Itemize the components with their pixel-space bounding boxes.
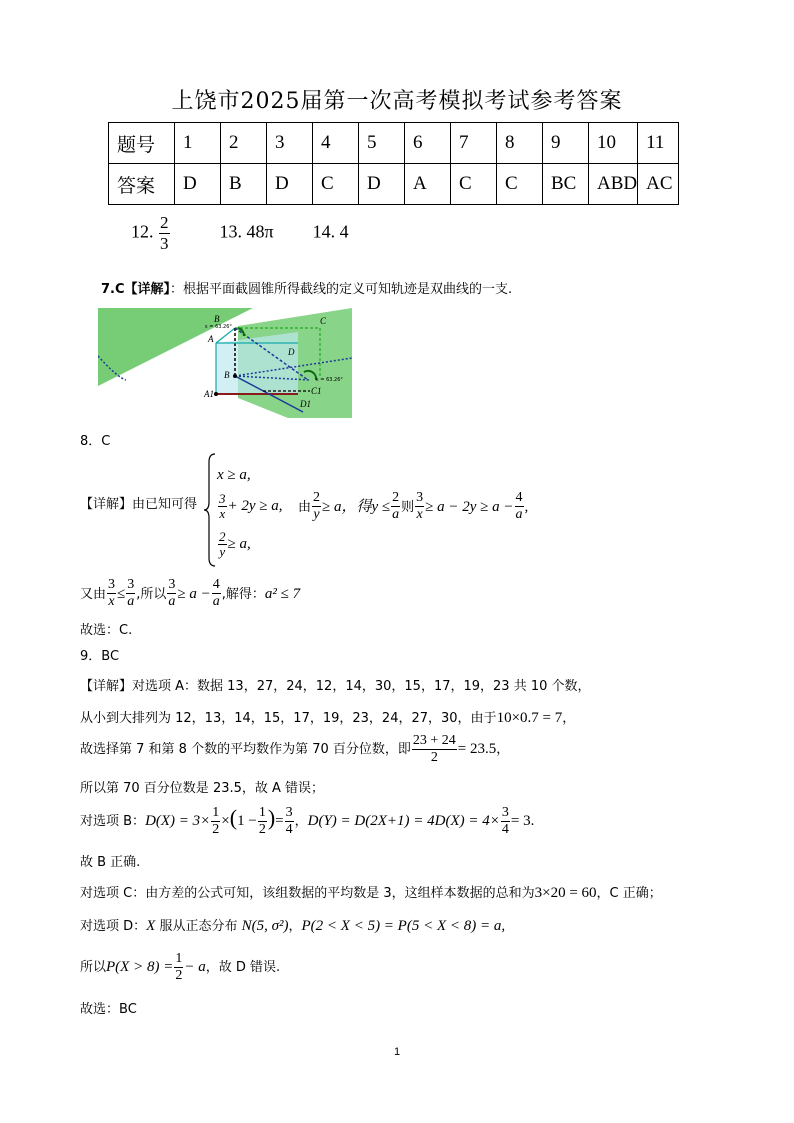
label-c: C [320,316,327,326]
label-b-bottom: B [224,370,230,380]
q7-text: ：根据平面截圆锥所得截线的定义可知轨迹是双曲线的一支. [170,282,513,297]
table-cell: D [175,164,221,205]
table-cell: 9 [543,123,589,164]
q7-heading: 7.C【详解】 [101,282,171,297]
label-d1: D1 [300,399,311,409]
q9-heading: 9．BC [80,649,120,664]
table-cell: A [405,164,451,205]
q7-line [101,278,512,297]
table-cell: 11 [638,123,679,164]
q12-label: 12. [131,221,154,242]
table-cell: D [267,164,313,205]
table-cell: 4 [313,123,359,164]
table-row [109,123,679,164]
q14-answer: 14. 4 [312,221,349,242]
system-eq1: x ≥ a, [217,467,251,483]
q12-fraction: $\frac{2}{3}$ [160,213,169,253]
table-cell: ABD [589,164,638,205]
table-cell: BC [543,164,589,205]
fill-in-answers [131,213,349,254]
page-title: 上饶市2025届第一次高考模拟考试参考答案 [171,89,623,114]
page-number: 1 [393,1046,401,1058]
label-d: D [288,347,295,357]
table-cell: 1 [175,123,221,164]
table-cell: 7 [451,123,497,164]
label-c1: C1 [311,386,322,396]
q9-line8: 对选项 D：X 服从正态分布 N(5, σ²)，P(2 < X < 5) = P(5 < X < 8) = a, [80,918,506,934]
q9-line5: 对选项 B：D(X) = 3× $\frac{1}{2}$ ×(1 − $\frac{1}{2}$ )= $\frac{3}{4}$ ，D(Y) = D(2X+1) = 4D(X) = 4× $\frac{3}{4}$ = 3. [80,805,535,837]
table-cell: C [451,164,497,205]
table-cell: 10 [589,123,638,164]
system-eq3: $\frac{2}{y}$ ≥ a, [219,529,251,559]
q8-derivation: 由 $\frac{2}{y}$ ≥ a，得y ≤ $\frac{2}{a}$ 则 $\frac{3}{x}$ ≥ a − 2y ≥ a − $\frac{4}{a}$ , [298,490,529,522]
table-row [109,164,679,205]
system-eq2: $\frac{3}{x}$ + 2y ≥ a, [219,491,283,521]
table-cell: 3 [267,123,313,164]
q8-detail-label: 【详解】由已知可得 [80,497,198,512]
cone-section-figure [98,308,352,418]
q9-line9: 所以P(X > 8) = $\frac{1}{2}$ − a，故 D 错误. [80,951,281,983]
table-cell: C [497,164,543,205]
table-cell: 5 [359,123,405,164]
label-b-top: B [214,314,220,324]
q8-heading: 8．C [80,434,111,449]
q8-line2: 又由 $\frac{3}{x}$ ≤ $\frac{3}{a}$ ,所以 $\frac{3}{a}$ ≥ a − $\frac{4}{a}$ ,解得：a² ≤ 7 [80,577,301,609]
q9-conclusion: 故选：BC [80,1002,137,1017]
table-cell: B [221,164,267,205]
system-brace [203,452,217,568]
q9-line2: 从小到大排列为 12，13，14，15，17，19，23，24，27，30，由于10×0.7 = 7， [80,710,576,726]
table-cell: AC [638,164,679,205]
angle-label-bottom: ε = 63.26° [316,377,343,383]
table-cell: 6 [405,123,451,164]
q13-answer: 13. 48π [219,221,274,242]
q9-line7: 对选项 C：由方差的公式可知，该组数据的平均数是 3，这组样本数据的总和为3×20 = 60，C 正确； [80,885,662,901]
table-cell: D [359,164,405,205]
angle-label-top: ε = 63.26° [205,324,232,330]
table-cell: 答案 [109,164,175,205]
answer-table [108,122,679,205]
table-cell: 2 [221,123,267,164]
q9-line4: 所以第 70 百分位数是 23.5，故 A 错误； [80,781,325,796]
label-a: A [208,334,214,344]
q9-line3: 故选择第 7 和第 8 个数的平均数作为第 70 百分位数，即 $\frac{23 + 24}{2}$ = 23.5， [80,733,510,765]
q9-line6: 故 B 正确. [80,855,141,870]
table-cell: C [313,164,359,205]
table-cell: 8 [497,123,543,164]
table-cell: 题号 [109,123,175,164]
label-a1: A1 [204,389,214,399]
q8-conclusion: 故选：C. [80,623,133,638]
q9-line1: 【详解】对选项 A：数据 13，27，24，12，14，30，15，17，19，23 共 10 个数， [80,679,591,694]
